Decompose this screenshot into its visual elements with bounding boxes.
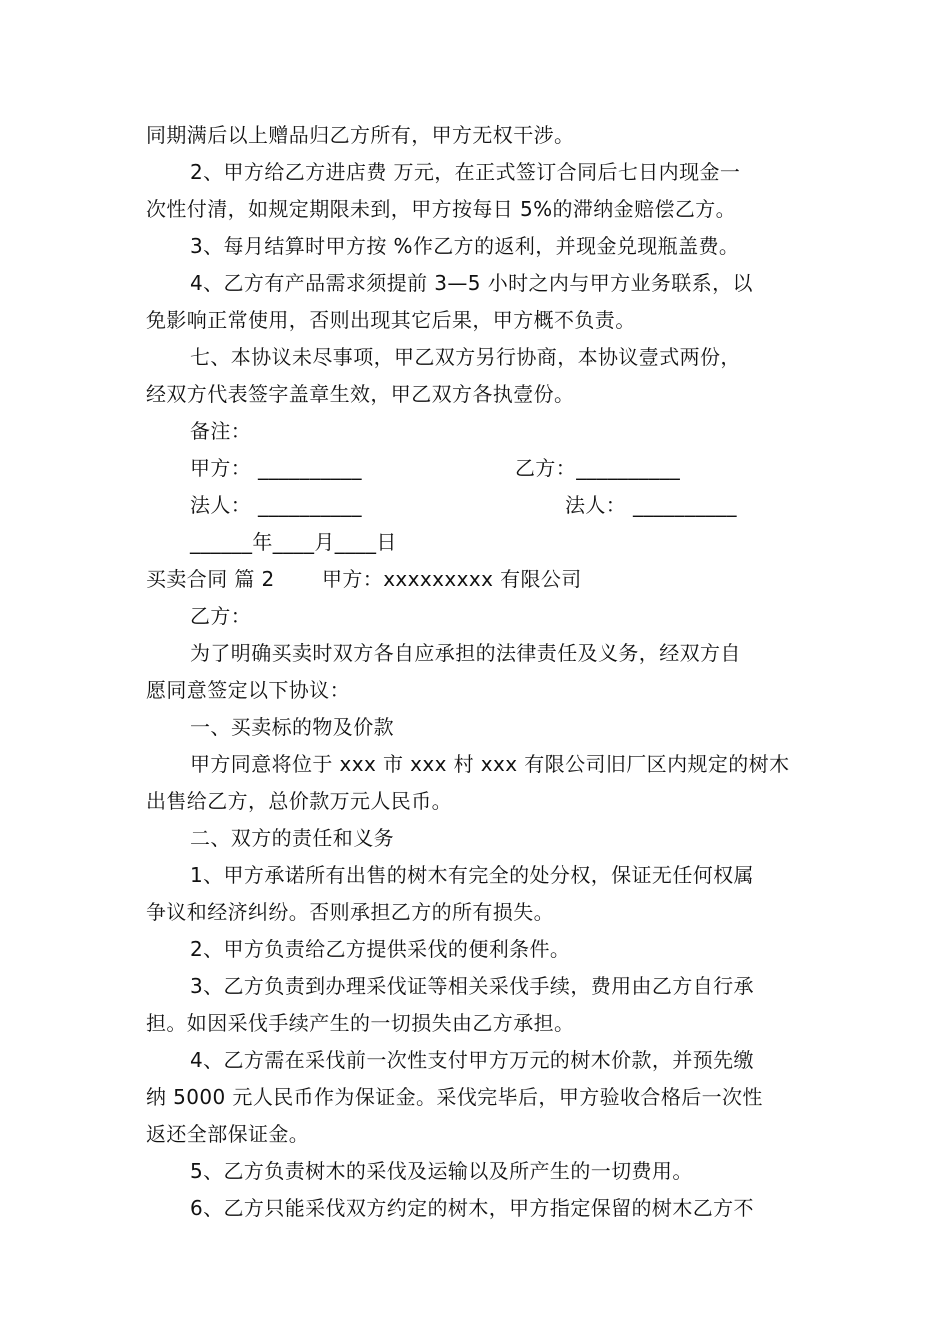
remark-label: 备注：: [190, 419, 252, 443]
party-a-company: 甲方：xxxxxxxxx 有限公司: [322, 567, 582, 591]
signature-party-b: 乙方：__________: [515, 456, 681, 480]
text-line: 甲方同意将位于 xxx 市 xxx 村 xxx 有限公司旧厂区内规定的树木: [190, 752, 790, 776]
signature-legal-a: 法人： __________: [190, 493, 362, 517]
text-line: 3、乙方负责到办理采伐证等相关采伐手续，费用由乙方自行承: [190, 974, 754, 998]
text-line: 5、乙方负责树木的采伐及运输以及所产生的一切费用。: [190, 1159, 693, 1183]
text-line: 返还全部保证金。: [146, 1122, 310, 1146]
date-line: ______年____月____日: [190, 530, 397, 554]
text-line: 1、甲方承诺所有出售的树木有完全的处分权，保证无任何权属: [190, 863, 754, 887]
text-line: 担。如因采伐手续产生的一切损失由乙方承担。: [146, 1011, 575, 1035]
text-line: 4、乙方需在采伐前一次性支付甲方万元的树木价款，并预先缴: [190, 1048, 754, 1072]
text-line: 免影响正常使用，否则出现其它后果，甲方概不负责。: [146, 308, 636, 332]
text-line: 次性付清，如规定期限未到，甲方按每日 5%的滞纳金赔偿乙方。: [146, 197, 737, 221]
text-line: 纳 5000 元人民币作为保证金。采伐完毕后，甲方验收合格后一次性: [146, 1085, 763, 1109]
text-line: 2、甲方负责给乙方提供采伐的便利条件。: [190, 937, 571, 961]
text-line: 6、乙方只能采伐双方约定的树木，甲方指定保留的树木乙方不: [190, 1196, 754, 1220]
text-line: 经双方代表签字盖章生效，甲乙双方各执壹份。: [146, 382, 575, 406]
signature-party-a: 甲方： __________: [190, 456, 362, 480]
text-line: 4、乙方有产品需求须提前 3—5 小时之内与甲方业务联系，以: [190, 271, 753, 295]
section-title: 买卖合同 篇 2: [146, 567, 275, 591]
text-line: 争议和经济纠纷。否则承担乙方的所有损失。: [146, 900, 554, 924]
text-line: 为了明确买卖时双方各自应承担的法律责任及义务，经双方自: [190, 641, 741, 665]
party-b-label: 乙方：: [190, 604, 252, 628]
signature-legal-b: 法人： __________: [565, 493, 737, 517]
text-line: 2、甲方给乙方进店费 万元，在正式签订合同后七日内现金一: [190, 160, 741, 184]
clause-heading: 二、双方的责任和义务: [190, 826, 394, 850]
text-line: 愿同意签定以下协议：: [146, 678, 350, 702]
clause-heading: 一、买卖标的物及价款: [190, 715, 394, 739]
text-line: 同期满后以上赠品归乙方所有，甲方无权干涉。: [146, 123, 575, 147]
text-line: 3、每月结算时甲方按 %作乙方的返利，并现金兑现瓶盖费。: [190, 234, 740, 258]
text-line: 七、本协议未尽事项，甲乙双方另行协商，本协议壹式两份，: [190, 345, 741, 369]
text-line: 出售给乙方，总价款万元人民币。: [146, 789, 452, 813]
